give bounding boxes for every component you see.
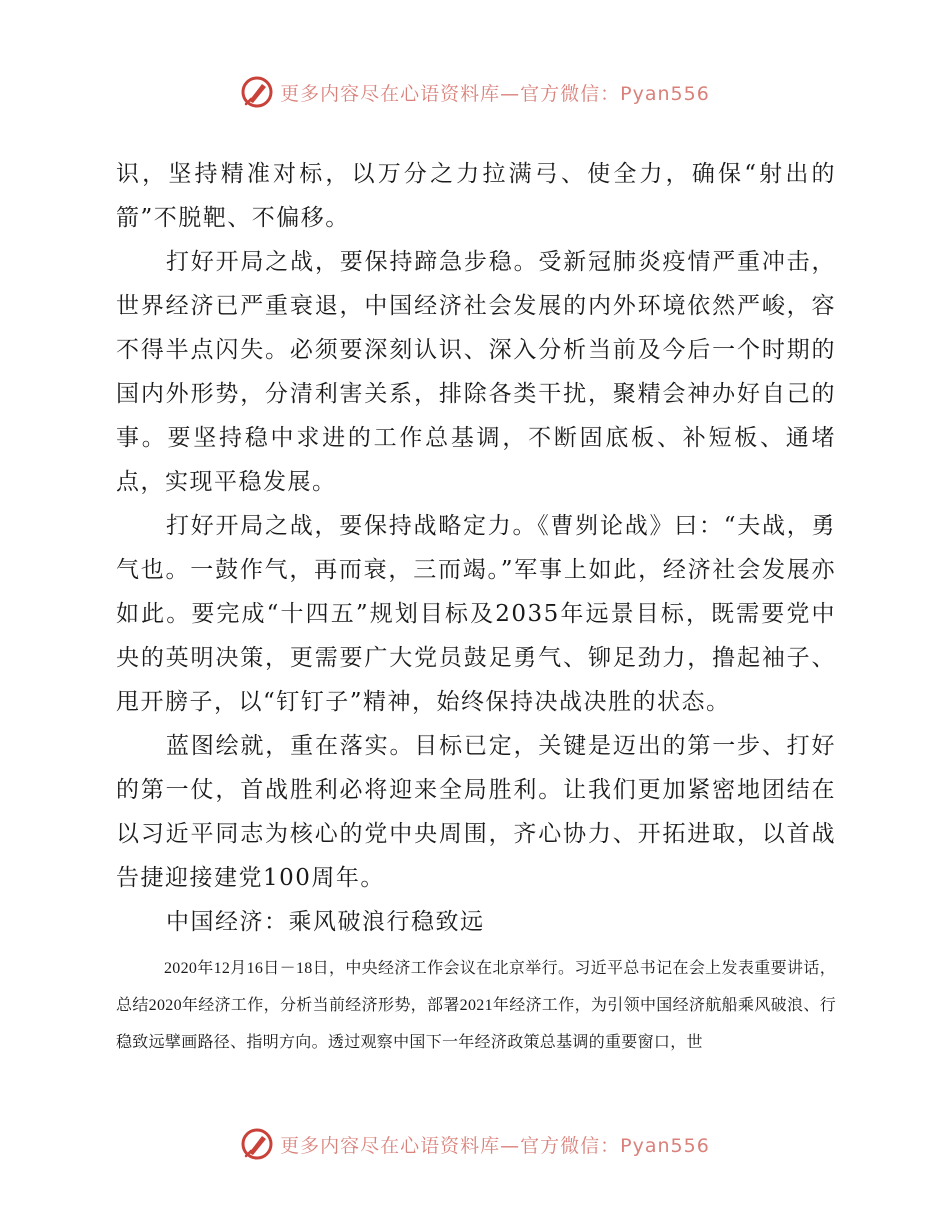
pen-nib-logo-icon (240, 1127, 274, 1161)
banner-text: 更多内容尽在心语资料库—官方微信：Pyan556 (280, 1134, 710, 1157)
paragraph-1: 识，坚持精准对标，以万分之力拉满弓、使全力，确保“射出的箭”不脱靶、不偏移。 (116, 161, 836, 231)
paragraph-4: 蓝图绘就，重在落实。目标已定，关键是迈出的第一步、打好的第一仗，首战胜利必将迎来全局胜利。让我们更加紧密地团结在以习近平同志为核心的党中央周围，齐心协力、开拓进取，以首战告捷迎接建党100周年。 (116, 733, 836, 891)
document-body (116, 152, 836, 1061)
header-banner (0, 72, 950, 112)
footer-banner (0, 1124, 950, 1164)
section-heading: 中国经济：乘风破浪行稳致远 (166, 909, 485, 935)
banner-text: 更多内容尽在心语资料库—官方微信：Pyan556 (280, 82, 710, 105)
paragraph-5: 2020年12月16日－18日，中央经济工作会议在北京举行。习近平总书记在会上发表重要讲话，总结2020年经济工作，分析当前经济形势，部署2021年经济工作，为引领中国经济航船乘风破浪、行稳致远擘画路径、指明方向。透过观察中国下一年经济政策总基调的重要窗口，世 (116, 960, 836, 1051)
paragraph-2: 打好开局之战，要保持蹄急步稳。受新冠肺炎疫情严重冲击，世界经济已严重衰退，中国经济社会发展的内外环境依然严峻，容不得半点闪失。必须要深刻认识、深入分析当前及今后一个时期的国内外形势，分清利害关系，排除各类干扰，聚精会神办好自己的事。要坚持稳中求进的工作总基调，不断固底板、补短板、通堵点，实现平稳发展。 (116, 249, 836, 495)
paragraph-3: 打好开局之战，要保持战略定力。《曹刿论战》曰：“夫战，勇气也。一鼓作气，再而衰，三而竭。”军事上如此，经济社会发展亦如此。要完成“十四五”规划目标及2035年远景目标，既需要党中央的英明决策，更需要广大党员鼓足勇气、铆足劲力，撸起袖子、甩开膀子，以“钉钉子”精神，始终保持决战决胜的状态。 (116, 513, 836, 715)
pen-nib-logo-icon (240, 75, 274, 109)
